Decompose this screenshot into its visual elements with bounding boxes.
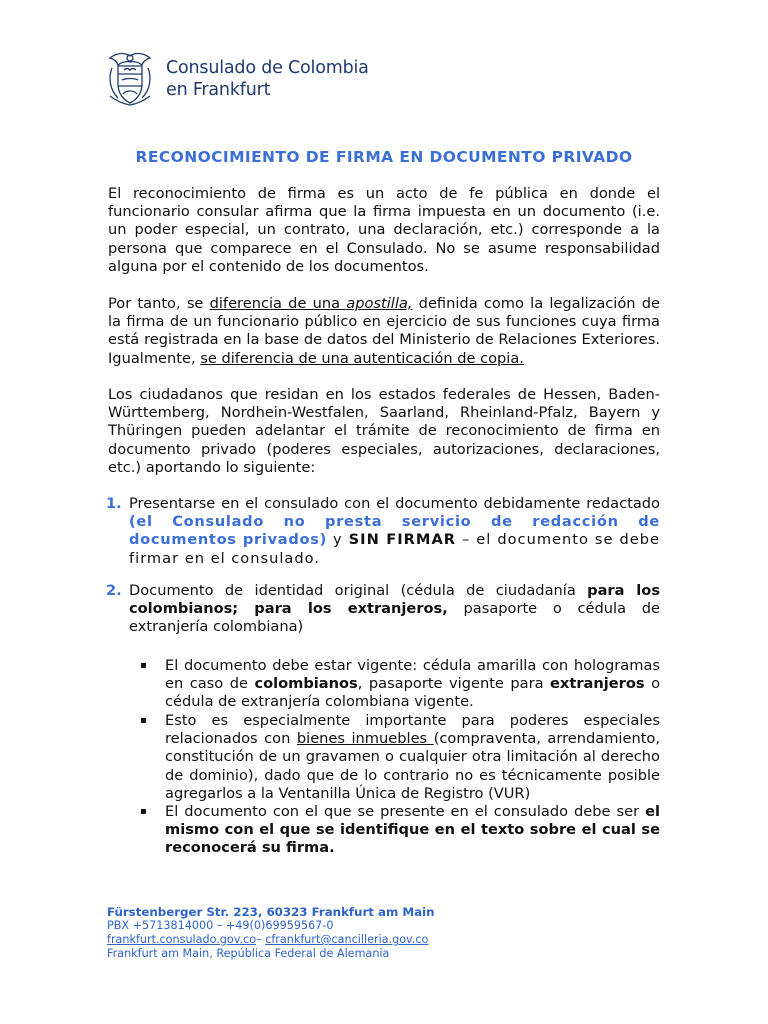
b2-text-a: Esto es especialmente importante para poderes especiales relacionados con xyxy=(165,712,660,748)
bullet-item-1 xyxy=(140,657,660,712)
b3-text-b: el mismo con el que se identifique en el texto sobre el cual se reconocerá su firma. xyxy=(165,803,660,857)
requirement-item-2-text xyxy=(129,582,660,637)
bullet-item-1-text xyxy=(165,657,660,712)
item-number-2: 2. xyxy=(106,582,122,599)
b1-text-d: extranjeros xyxy=(550,675,645,693)
b1-text-b: colombianos xyxy=(254,675,358,693)
bullet-item-2-text xyxy=(165,712,660,803)
apostille-text-a: Por tanto, se xyxy=(108,295,210,312)
bullet-item-3-text xyxy=(165,803,660,858)
item1-text-a: Presentarse en el consulado con el documento debidamente redactado xyxy=(129,495,660,512)
footer-address: Fürstenberger Str. 223, 60323 Frankfurt am Main xyxy=(107,905,435,919)
item2-text-c: pasaporte o cédula de extranjería colombiana) xyxy=(129,600,660,636)
footer-phone: PBX +5713814000 – +49(0)69959567-0 xyxy=(107,919,334,932)
consulate-name xyxy=(166,57,369,101)
intro-paragraph: El reconocimiento de firma es un acto de fe pública en donde el funcionario consular afirma que la firma impuesta en un documento (i.e. un poder especial, un contrato, una declaración, etc.) corresponde a la persona que comparece en el Consulado. No se asume responsabilidad alguna por el contenido de los documentos. xyxy=(108,185,660,275)
document-title: RECONOCIMIENTO DE FIRMA EN DOCUMENTO PRIVADO xyxy=(135,148,633,166)
footer-separator: – xyxy=(256,933,266,946)
apostille-text-c: apostilla, xyxy=(346,295,413,312)
b1-text-a: El documento debe estar vigente: cédula amarilla con hologramas en caso de xyxy=(165,657,660,693)
requirements-paragraph: Los ciudadanos que residan en los estados federales de Hessen, Baden-Württemberg, Nordhein-Westfalen, Saarland, Rheinland-Pfalz, Bayern y Thüringen pueden adelantar el trámite de reconocimiento de firma en documento privado (poderes especiales, autorizaciones, declaraciones, etc.) aportando lo siguiente: xyxy=(108,386,660,476)
bullet-icon: ▪ xyxy=(140,660,147,671)
bullet-icon: ▪ xyxy=(140,806,147,817)
footer-contact xyxy=(107,933,435,947)
apostille-text-b: diferencia de una xyxy=(209,295,347,312)
b2-text-b: bienes inmuebles xyxy=(296,730,434,748)
consulate-name-line1: Consulado de Colombia xyxy=(166,58,369,78)
requirement-item-1-text xyxy=(129,495,660,568)
requirement-item-1 xyxy=(106,495,660,568)
item2-text-a: Documento de identidad original (cédula de ciudadanía xyxy=(129,582,588,599)
item2-text-b: para los colombianos; para los extranjeros, xyxy=(129,582,661,618)
bullet-item-3 xyxy=(140,803,660,858)
colombia-coat-of-arms-icon xyxy=(104,50,156,108)
footer-email-link[interactable]: cfrankfurt@cancilleria.gov.co xyxy=(265,933,429,946)
apostille-text-d: definida como la legalización de la firma de un funcionario público en ejercicio de sus funciones cuya firma está registrada en la base de datos del Ministerio de Relaciones Exteriores. Igualmente, xyxy=(108,295,660,367)
apostille-paragraph xyxy=(108,295,660,368)
bullet-icon: ▪ xyxy=(140,715,147,726)
item-number-1: 1. xyxy=(106,495,122,512)
apostille-text-e: se diferencia de una autenticación de copia. xyxy=(200,349,524,367)
footer-website-link[interactable]: frankfurt.consulado.gov.co xyxy=(107,933,257,946)
item1-text-d: SIN FIRMAR xyxy=(348,531,456,549)
item1-text-c: y xyxy=(327,531,349,549)
b1-text-c: , pasaporte vigente para xyxy=(357,675,551,693)
bullet-item-2 xyxy=(140,712,660,803)
footer xyxy=(107,905,435,961)
item1-text-b: (el Consulado no presta servicio de redacción de documentos privados) xyxy=(129,513,660,549)
b2-text-c: (compraventa, arrendamiento, constitución de un gravamen o cualquier otra limitación al derecho de dominio), dado que de lo contrario no es técnicamente posible agregarlos a la Ventanilla Única de Registro (VUR) xyxy=(165,730,661,802)
b3-text-a: El documento con el que se presente en el consulado debe ser xyxy=(165,803,646,820)
item1-text-e: – el documento se debe firmar en el consulado. xyxy=(129,531,661,567)
consulate-name-line2: en Frankfurt xyxy=(166,80,271,100)
requirement-item-2 xyxy=(106,582,660,637)
footer-location: Frankfurt am Main, República Federal de Alemania xyxy=(107,947,390,960)
b1-text-e: o cédula de extranjería colombiana vigente. xyxy=(165,675,660,711)
